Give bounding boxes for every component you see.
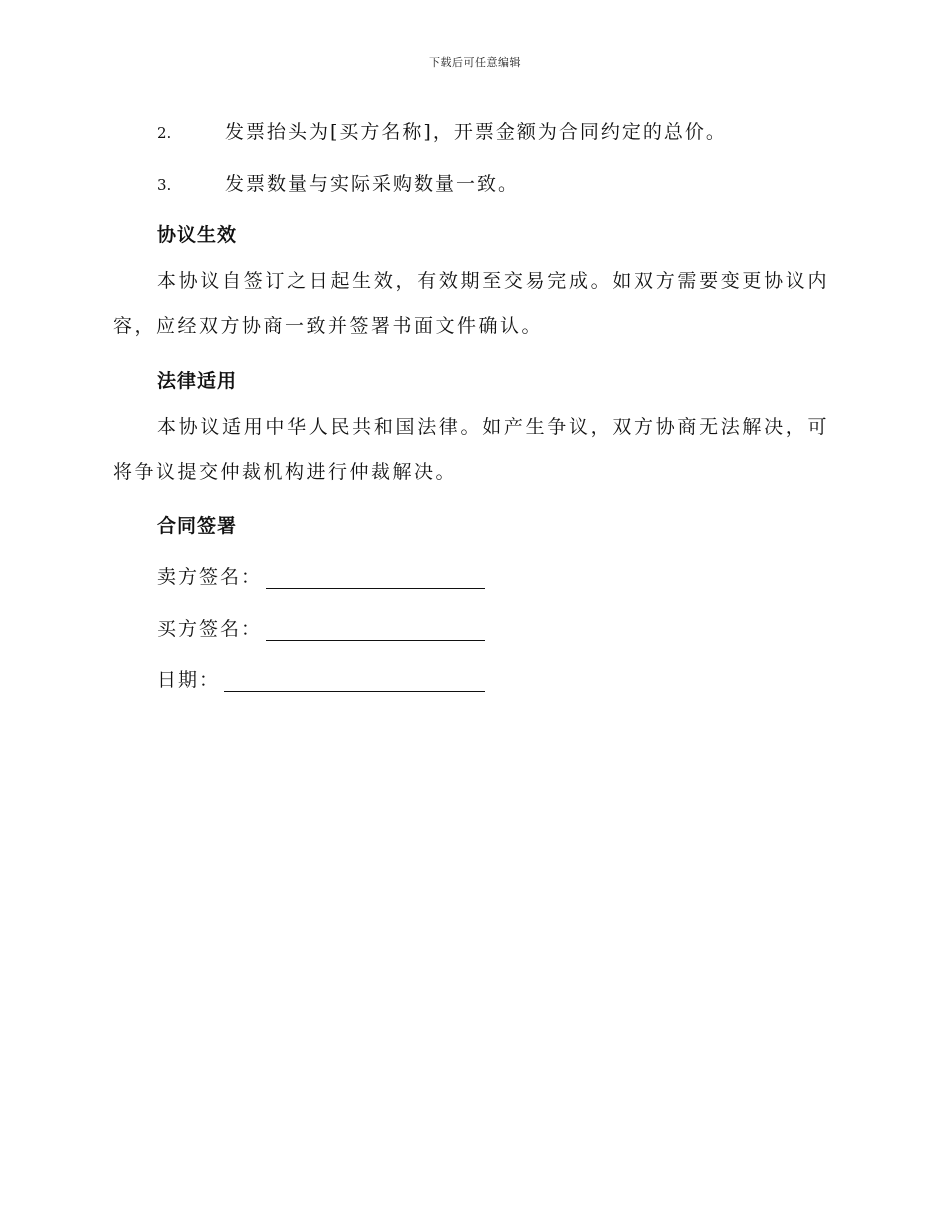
buyer-signature-label: 买方签名： (157, 618, 263, 640)
list-text: 发票数量与实际采购数量一致。 (225, 173, 520, 195)
date-label: 日期： (157, 669, 221, 691)
buyer-signature-blank (266, 622, 485, 641)
list-text: 发票抬头为[买方名称]，开票金额为合同约定的总价。 (225, 121, 727, 143)
seller-signature-line (157, 562, 485, 589)
section-heading-signing: 合同签署 (157, 515, 238, 537)
page-header-note: 下载后可任意编辑 (429, 56, 521, 69)
seller-signature-blank (266, 570, 485, 589)
section-heading-effect: 协议生效 (157, 224, 238, 246)
buyer-signature-line (157, 614, 485, 641)
list-item (157, 169, 519, 196)
list-item (157, 117, 727, 144)
section-heading-law: 法律适用 (157, 370, 238, 392)
date-blank (224, 673, 485, 692)
list-number: 2. (157, 124, 172, 142)
list-number: 3. (157, 176, 172, 194)
seller-signature-label: 卖方签名： (157, 566, 263, 588)
paragraph-law: 本协议适用中华人民共和国法律。如产生争议，双方协商无法解决，可将争议提交仲裁机构进行仲裁解决。 (113, 416, 829, 483)
date-line (157, 665, 485, 692)
paragraph-effect: 本协议自签订之日起生效，有效期至交易完成。如双方需要变更协议内容，应经双方协商一致并签署书面文件确认。 (113, 270, 829, 337)
